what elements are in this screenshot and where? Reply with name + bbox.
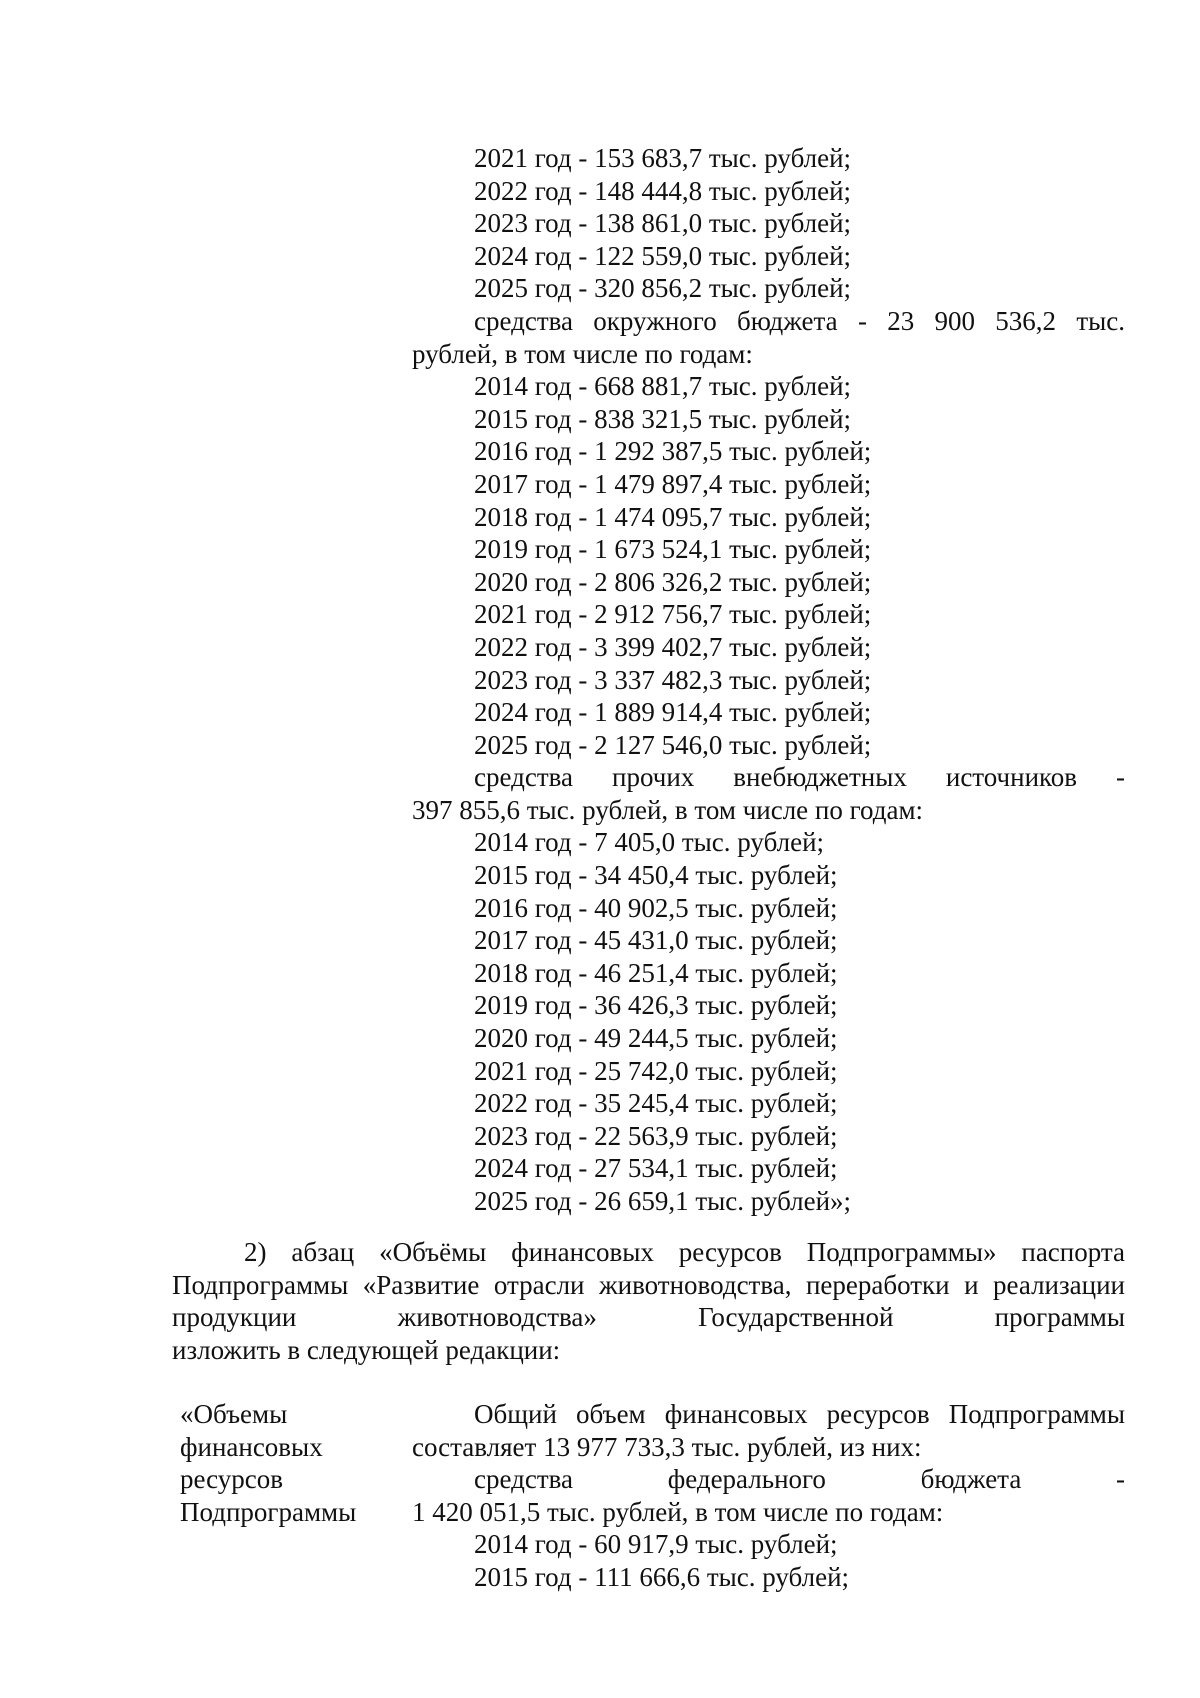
year-line: 2021 год - 25 742,0 тыс. рублей; [474, 1055, 838, 1086]
district-budget-heading: средства окружного бюджета - 23 900 536,2 тыс. [474, 305, 1125, 336]
year-line: 2017 год - 45 431,0 тыс. рублей; [474, 925, 838, 956]
year-line: 2025 год - 320 856,2 тыс. рублей; [474, 273, 852, 304]
year-line: 2018 год - 46 251,4 тыс. рублей; [474, 957, 838, 988]
amendment-paragraph [172, 1236, 1125, 1366]
year-line: 2019 год - 1 673 524,1 тыс. рублей; [474, 534, 872, 565]
year-line: 2021 год - 2 912 756,7 тыс. рублей; [474, 599, 872, 630]
year-line: 2022 год - 148 444,8 тыс. рублей; [474, 175, 852, 206]
year-line: 2021 год - 153 683,7 тыс. рублей; [474, 143, 852, 173]
year-line: 2015 год - 838 321,5 тыс. рублей; [474, 403, 852, 434]
total-heading: Общий объем финансовых ресурсов Подпрограммы [474, 1399, 1125, 1429]
other-sources-heading: средства прочих внебюджетных источников - [474, 762, 1125, 793]
year-line: 2015 год - 111 666,6 тыс. рублей; [474, 1561, 850, 1592]
year-line: 2014 год - 668 881,7 тыс. рублей; [474, 371, 852, 402]
year-line: 2022 год - 35 245,4 тыс. рублей; [474, 1088, 838, 1119]
amendment-last-line: изложить в следующей редакции: [172, 1334, 561, 1365]
block-label-line: финансовых [180, 1431, 323, 1462]
other-sources-tail: 397 855,6 тыс. рублей, в том числе по годам: [412, 794, 924, 825]
year-line: 2019 год - 36 426,3 тыс. рублей; [474, 990, 838, 1021]
year-line: 2025 год - 26 659,1 тыс. рублей»; [474, 1186, 852, 1216]
amendment-text: 2) абзац «Объёмы финансовых ресурсов Подпрограммы» паспорта Подпрограммы «Развитие отрасли животноводства, переработки и реализации продукции животноводства» Государственной программы [172, 1237, 1125, 1333]
year-line: 2023 год - 3 337 482,3 тыс. рублей; [474, 664, 872, 695]
year-line: 2016 год - 40 902,5 тыс. рублей; [474, 892, 838, 923]
year-line: 2020 год - 49 244,5 тыс. рублей; [474, 1023, 838, 1054]
block-content [412, 1398, 1125, 1594]
funding-continuation [412, 142, 1125, 1218]
year-line: 2017 год - 1 479 897,4 тыс. рублей; [474, 468, 872, 499]
year-line: 2025 год - 2 127 546,0 тыс. рублей; [474, 729, 872, 760]
year-line: 2023 год - 138 861,0 тыс. рублей; [474, 208, 852, 239]
total-tail: составляет 13 977 733,3 тыс. рублей, из них: [412, 1431, 922, 1462]
year-line: 2014 год - 60 917,9 тыс. рублей; [474, 1529, 838, 1560]
year-line: 2020 год - 2 806 326,2 тыс. рублей; [474, 566, 872, 597]
block-label-line: Подпрограммы [180, 1496, 357, 1527]
block-label-line: ресурсов [180, 1464, 284, 1495]
year-line: 2024 год - 122 559,0 тыс. рублей; [474, 240, 852, 271]
block-label-line: «Объемы [180, 1399, 288, 1429]
year-line: 2015 год - 34 450,4 тыс. рублей; [474, 860, 838, 891]
year-line: 2014 год - 7 405,0 тыс. рублей; [474, 827, 825, 858]
federal-heading: средства федерального бюджета - [474, 1464, 1125, 1495]
year-line: 2018 год - 1 474 095,7 тыс. рублей; [474, 501, 872, 532]
year-line: 2024 год - 27 534,1 тыс. рублей; [474, 1153, 838, 1184]
year-line: 2022 год - 3 399 402,7 тыс. рублей; [474, 631, 872, 662]
district-budget-tail: рублей, в том числе по годам: [412, 338, 753, 369]
block-label [180, 1398, 380, 1528]
year-line: 2023 год - 22 563,9 тыс. рублей; [474, 1120, 838, 1151]
year-line: 2016 год - 1 292 387,5 тыс. рублей; [474, 436, 872, 467]
year-line: 2024 год - 1 889 914,4 тыс. рублей; [474, 697, 872, 728]
federal-tail: 1 420 051,5 тыс. рублей, в том числе по годам: [412, 1496, 944, 1527]
